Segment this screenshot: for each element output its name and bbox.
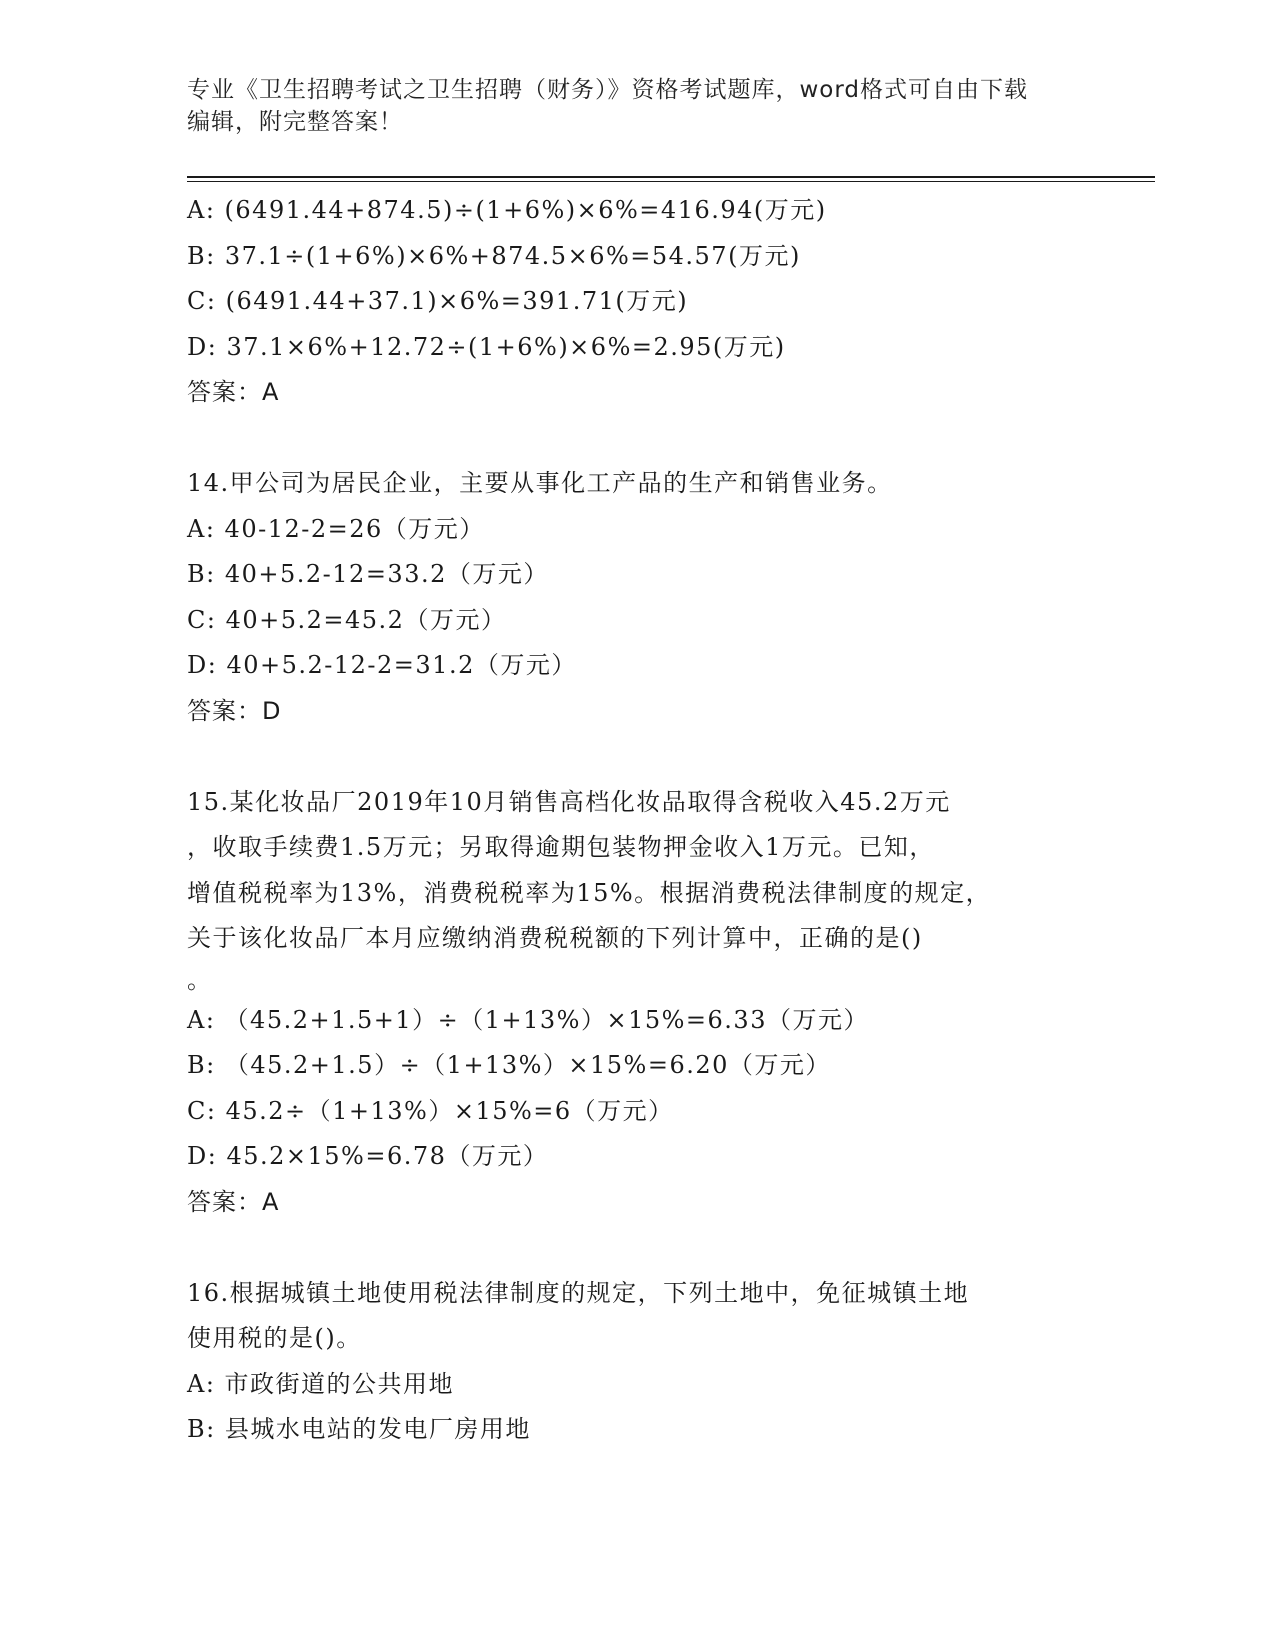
q14-option-c: C: 40+5.2=45.2（万元）	[187, 605, 507, 634]
q13-option-c: C: (6491.44+37.1)×6%=391.71(万元)	[187, 287, 689, 315]
q15-stem-line-5: 。	[187, 965, 213, 994]
q16-stem-line-1: 16.根据城镇土地使用税法律制度的规定，下列土地中，免征城镇土地	[187, 1278, 970, 1307]
question-14	[187, 461, 1087, 734]
q15-stem-line-1: 15.某化妆品厂2019年10月销售高档化妆品取得含税收入45.2万元	[187, 787, 951, 816]
q14-stem: 14.甲公司为居民企业，主要从事化工产品的生产和销售业务。	[187, 469, 893, 497]
question-15	[187, 780, 1087, 1226]
question-13	[187, 188, 1087, 416]
spacer	[187, 734, 1087, 780]
q15-option-d: D: 45.2×15%=6.78（万元）	[187, 1142, 549, 1170]
spacer	[187, 1225, 1087, 1271]
q13-option-a: A: (6491.44+874.5)÷(1+6%)×6%=416.94(万元)	[187, 196, 827, 224]
q15-option-b: B: （45.2+1.5）÷（1+13%）×15%=6.20（万元）	[187, 1051, 831, 1079]
q14-option-b: B: 40+5.2-12=33.2（万元）	[187, 560, 549, 588]
q14-option-a: A: 40-12-2=26（万元）	[187, 514, 485, 543]
q15-option-a: A: （45.2+1.5+1）÷（1+13%）×15%=6.33（万元）	[187, 1005, 869, 1034]
header-rule-thick	[187, 176, 1155, 178]
q14-option-d: D: 40+5.2-12-2=31.2（万元）	[187, 651, 577, 679]
q13-option-d: D: 37.1×6%+12.72÷(1+6%)×6%=2.95(万元)	[187, 332, 786, 361]
spacer	[187, 416, 1087, 462]
question-16	[187, 1271, 1087, 1453]
q15-stem-line-4: 关于该化妆品厂本月应缴纳消费税税额的下列计算中，正确的是()	[187, 924, 923, 952]
header-line-2: 编辑，附完整答案！	[187, 109, 403, 135]
q15-answer: 答案：A	[187, 1187, 280, 1216]
document-header	[187, 74, 1087, 138]
header-line-1: 专业《卫生招聘考试之卫生招聘（财务）》资格考试题库，word格式可自由下载	[187, 77, 1029, 103]
q14-answer: 答案：D	[187, 696, 282, 725]
q16-option-a: A: 市政街道的公共用地	[187, 1369, 455, 1398]
q16-stem-line-2: 使用税的是()。	[187, 1324, 362, 1352]
q15-stem-line-2: ，收取手续费1.5万元；另取得逾期包装物押金收入1万元。已知，	[187, 833, 935, 861]
q13-option-b: B: 37.1÷(1+6%)×6%+874.5×6%=54.57(万元)	[187, 241, 801, 270]
header-rule-thin	[187, 181, 1155, 182]
q16-option-b: B: 县城水电站的发电厂房用地	[187, 1415, 531, 1443]
q15-option-c: C: 45.2÷（1+13%）×15%=6（万元）	[187, 1096, 674, 1125]
q15-stem-line-3: 增值税税率为13%，消费税税率为15%。根据消费税法律制度的规定，	[187, 878, 992, 907]
question-content	[187, 188, 1087, 1453]
q13-answer: 答案：A	[187, 378, 280, 406]
